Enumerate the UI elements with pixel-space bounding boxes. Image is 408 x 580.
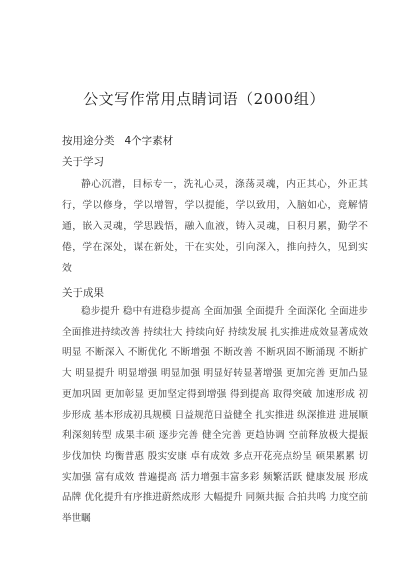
section-body-results: 稳步提升 稳中有进稳步提高 全面加强 全面提升 全面深化 全面进步 全面推进持续改善 持续壮大 持续向好 持续发展 扎实推进成效显著成效明显 不断深入 不断优化 不断增强 不断改善 不断巩固不断涌现 不断扩大 明显提升 明显增强 明显加强 明显好转显著增强 更加完善 更加凸显 更加巩固 更加彰显 更加坚定得到增强 得到提高 取得突破 加速形成 初步形成 基本形成初具规模 日益规范日益健全 扎实推进 纵深推进 进展顺利深刻转型 成果丰硕 逐步完善 健全完善 更趋协调 空前释放极大提振 步伐加快 均衡普惠 殷实安康 卓有成效 多点开花亮点纷呈 硕果累累 切实加强 富有成效 普遍提高 活力增强丰富多彩 频繁活跃 健康发展 形成品牌 优化提升有序推进蔚然成形 大幅提升 同频共振 合拍共鸣 力度空前 举世瞩 xyxy=(62,306,368,525)
category-label: 按用途分类 xyxy=(62,135,115,147)
category-line xyxy=(62,133,173,148)
section-heading-results: 关于成果 xyxy=(62,287,104,299)
category-detail: 4个字素材 xyxy=(124,135,174,147)
section-body-study: 静心沉潜，目标专一，洗礼心灵，涤荡灵魂，内正其心，外正其行，学以修身，学以增智，学以提能，学以致用，入脑如心，竟解情通，嵌入灵魂，学思践悟，融入血液，铸入灵魂，日积月累，勤学不倦，学在深处，谋在新处，干在实处，引向深入，推向持久，见到实效 xyxy=(62,179,368,274)
document-title: 公文写作常用点睛词语（2000组） xyxy=(83,90,325,108)
section-heading-study: 关于学习 xyxy=(62,156,104,168)
